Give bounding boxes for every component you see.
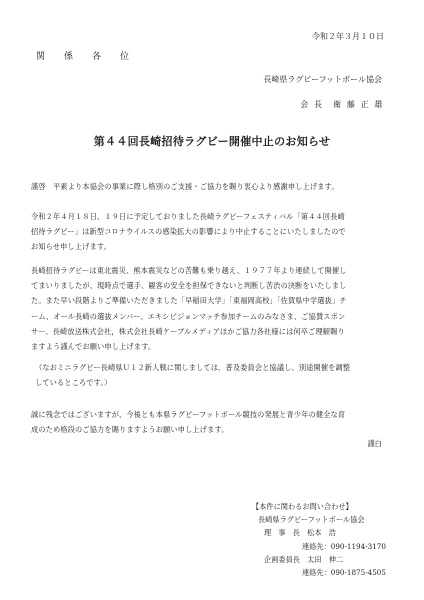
text-line: 長崎招待ラグビーは東北震災、熊本震災などの苦難も乗り越え、１９７７年より連続して開催し	[31, 266, 347, 275]
recipient-heading: 関 係 各 位	[36, 52, 135, 62]
contact-phone-chair: 連絡先：090-1194-3170	[302, 541, 386, 551]
document-title: 第４４回長崎招待ラグビー開催中止のお知らせ	[93, 135, 331, 148]
contact-block	[248, 500, 386, 579]
closing-word: 謹白	[367, 439, 382, 448]
contact-person-chair: 理 事 長 松本 浩	[264, 528, 336, 538]
text-line: てまいりましたが、現時点で選手、観客の安全を担保できないと判断し苦渋の決断をいたしまし	[31, 281, 347, 291]
text-line: しているところです。）	[35, 378, 112, 388]
text-line: （なおミニラグビー長崎県Ｕ１２新人戦に関しましては、普及委員会と協議し、別途開催を調整	[35, 363, 351, 372]
text-line: サー、長崎放送株式会社，株式会社長崎ケーブルメディアほかご協力各社様には何卒ご理解賜り	[31, 326, 345, 336]
text-line: お知らせ申し上げます。	[31, 242, 111, 252]
paragraph-closing-request	[31, 407, 345, 437]
document-date: 令和２年３月１０日	[312, 32, 384, 41]
text-line: 招待ラグビー」は新型コロナウイルスの感染拡大の影響により中止することにいたしましたので	[31, 227, 346, 237]
paragraph-cancellation	[31, 209, 346, 255]
text-line: 誠に残念ではございますが、今後とも本県ラグビーフットボール競技の発展と青少年の健全な育	[31, 410, 346, 419]
paragraph-mini-rugby-note	[35, 360, 350, 390]
contact-phone-planning: 連絡先：090-1875-4505	[302, 568, 386, 578]
contact-organization: 長崎県ラグビーフットボール協会	[258, 515, 365, 525]
contact-heading: 【本件に関わるお問い合わせ】	[252, 502, 353, 511]
text-line: た。また早い段階よりご準備いただきました「早稲田大学」「東福岡高校」「佐賀県中学選抜」チ	[31, 296, 347, 306]
sender-organization: 長崎県ラグビーフットボール協会	[263, 75, 382, 84]
text-line: 成のため格段のご協力を賜りますようお願い申し上げます。	[31, 425, 229, 435]
contact-person-planning: 企画委員長 太田 伸二	[264, 554, 344, 564]
sender-name: 会 長 衛 藤 正 雄	[300, 100, 384, 109]
greeting-line: 謹啓 平素より本協会の事業に際し格別のご支援・ご協力を賜り衷心より感謝申し上げます。	[31, 182, 339, 191]
paragraph-history	[31, 263, 347, 354]
text-line: ますよう謹んでお願い申し上げます。	[31, 342, 156, 352]
text-line: 令和２年４月１８日、１９日に予定しておりました長崎ラグビーフェスティバル「第４４回長崎	[31, 212, 345, 221]
text-line: ーム、オール長崎の選抜メンバー、エキシビジョンマッチ参加チームのみなさま、ご協賛スポン	[31, 311, 346, 321]
